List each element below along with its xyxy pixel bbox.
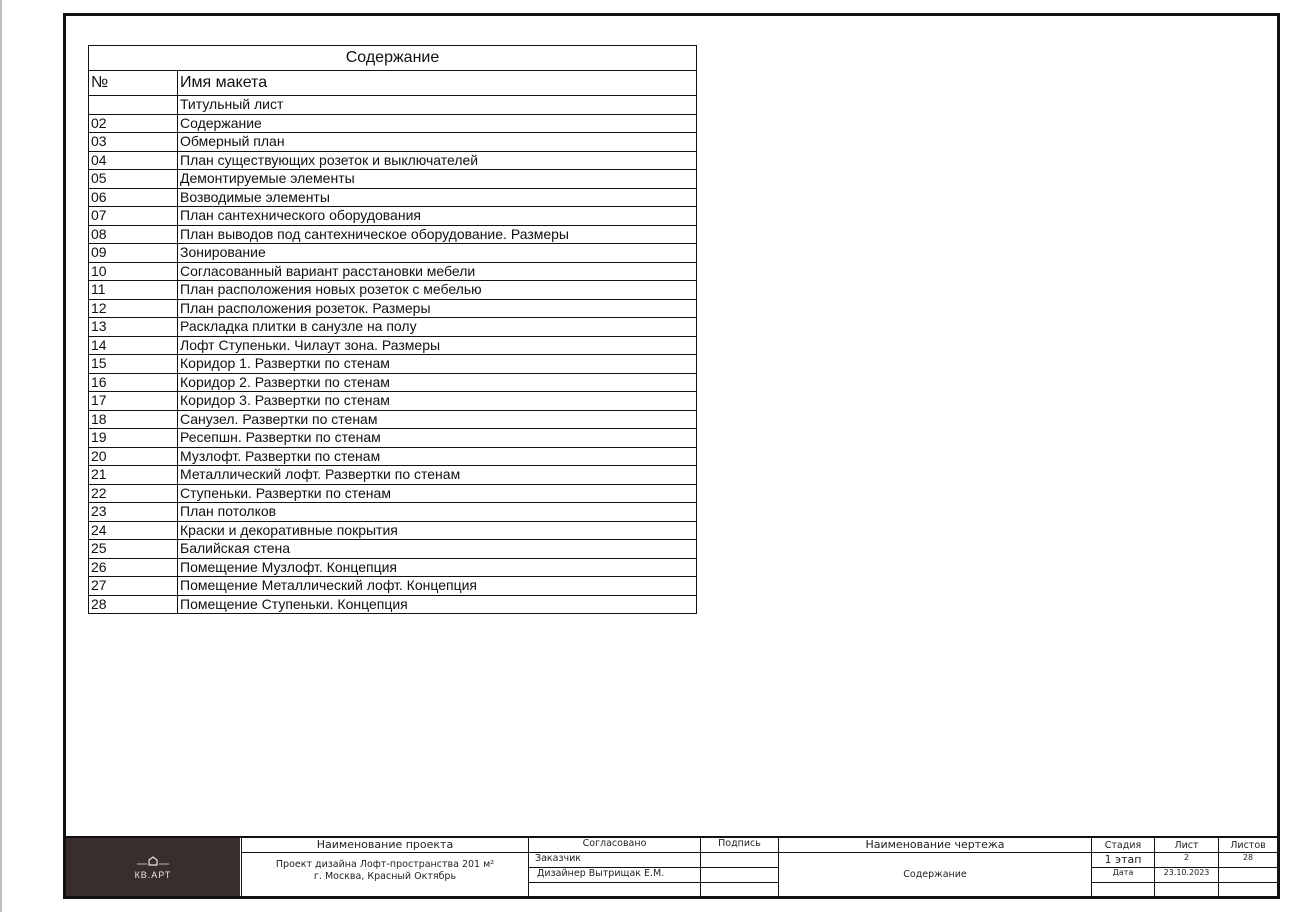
row-layout-name: Титульный лист — [178, 96, 697, 115]
empty-cell — [1218, 868, 1277, 882]
row-layout-name: План выводов под сантехническое оборудование. Размеры — [178, 225, 697, 244]
project-name — [241, 853, 528, 896]
row-number: 04 — [89, 151, 178, 170]
table-row — [89, 392, 697, 411]
row-number: 03 — [89, 133, 178, 152]
signature-area — [700, 853, 778, 896]
row-layout-name: Возводимые элементы — [178, 188, 697, 207]
row-number: 07 — [89, 207, 178, 226]
table-row — [89, 429, 697, 448]
row-number: 21 — [89, 466, 178, 485]
table-row — [89, 207, 697, 226]
row-number: 16 — [89, 373, 178, 392]
table-row — [89, 355, 697, 374]
row-number: 22 — [89, 484, 178, 503]
row-number: 11 — [89, 281, 178, 300]
row-number: 05 — [89, 170, 178, 189]
table-row — [89, 503, 697, 522]
table-row — [89, 299, 697, 318]
row-number: 06 — [89, 188, 178, 207]
empty-cell — [1091, 883, 1154, 896]
row-number: 25 — [89, 540, 178, 559]
page-edge-rule — [0, 0, 2, 912]
designer-name: Дизайнер Вытрищак Е.М. — [528, 868, 700, 882]
row-layout-name: Согласованный вариант расстановки мебели — [178, 262, 697, 281]
row-layout-name: Санузел. Развертки по стенам — [178, 410, 697, 429]
table-row — [89, 466, 697, 485]
table-row — [89, 484, 697, 503]
agreed-label: Согласовано — [528, 838, 700, 852]
row-layout-name: План сантехнического оборудования — [178, 207, 697, 226]
drawing-name-label: Наименование чертежа — [778, 838, 1091, 852]
row-layout-name: Помещение Металлический лофт. Концепция — [178, 577, 697, 596]
row-layout-name: План расположения новых розеток с мебелью — [178, 281, 697, 300]
row-layout-name: Лофт Ступеньки. Чилаут зона. Размеры — [178, 336, 697, 355]
project-title: Проект дизайна Лофт-пространства 201 м² — [275, 859, 495, 870]
table-row — [89, 151, 697, 170]
row-number: 28 — [89, 595, 178, 614]
row-layout-name: План существующих розеток и выключателей — [178, 151, 697, 170]
row-number: 24 — [89, 521, 178, 540]
row-number: 12 — [89, 299, 178, 318]
drawing-name: Содержание — [778, 853, 1091, 896]
row-layout-name: Раскладка плитки в санузле на полу — [178, 318, 697, 337]
customer-label: Заказчик — [528, 853, 700, 867]
sheet-label: Лист — [1154, 838, 1218, 852]
table-row — [89, 281, 697, 300]
sheets-label: Листов — [1218, 838, 1277, 852]
empty-cell — [1218, 883, 1277, 896]
project-name-label: Наименование проекта — [241, 838, 528, 852]
agreed-empty-row — [528, 883, 700, 896]
row-layout-name: Металлический лофт. Развертки по стенам — [178, 466, 697, 485]
table-row — [89, 595, 697, 614]
row-number: 26 — [89, 558, 178, 577]
row-layout-name: Помещение Ступеньки. Концепция — [178, 595, 697, 614]
row-layout-name: Содержание — [178, 114, 697, 133]
table-row — [89, 244, 697, 263]
row-layout-name: План потолков — [178, 503, 697, 522]
row-layout-name: Ресепшн. Развертки по стенам — [178, 429, 697, 448]
column-header-name: Имя макета — [178, 71, 697, 96]
row-number: 23 — [89, 503, 178, 522]
table-row — [89, 447, 697, 466]
title-block — [66, 836, 1277, 896]
table-row — [89, 410, 697, 429]
stage-label: Стадия — [1091, 838, 1154, 852]
table-row — [89, 133, 697, 152]
row-layout-name: Коридор 2. Развертки по стенам — [178, 373, 697, 392]
row-number: 27 — [89, 577, 178, 596]
row-number: 18 — [89, 410, 178, 429]
table-row — [89, 96, 697, 115]
row-layout-name: Музлофт. Развертки по стенам — [178, 447, 697, 466]
table-row — [89, 170, 697, 189]
row-layout-name: Обмерный план — [178, 133, 697, 152]
company-logo — [66, 838, 240, 896]
table-row — [89, 188, 697, 207]
row-number: 19 — [89, 429, 178, 448]
row-number: 10 — [89, 262, 178, 281]
table-row — [89, 336, 697, 355]
table-row — [89, 558, 697, 577]
row-number: 08 — [89, 225, 178, 244]
table-row — [89, 262, 697, 281]
table-row — [89, 225, 697, 244]
row-layout-name: План расположения розеток. Размеры — [178, 299, 697, 318]
project-address: г. Москва, Красный Октябрь — [313, 871, 457, 882]
column-header-number: № — [89, 71, 178, 96]
row-number: 15 — [89, 355, 178, 374]
table-row — [89, 577, 697, 596]
row-number: 20 — [89, 447, 178, 466]
row-layout-name: Коридор 1. Развертки по стенам — [178, 355, 697, 374]
contents-table — [88, 45, 697, 614]
row-number: 02 — [89, 114, 178, 133]
table-row — [89, 521, 697, 540]
date-value: 23.10.2023 — [1154, 868, 1218, 882]
table-row — [89, 373, 697, 392]
house-logo-icon — [133, 854, 173, 868]
empty-cell — [1154, 883, 1218, 896]
table-row — [89, 318, 697, 337]
sheet-number: 2 — [1154, 853, 1218, 867]
row-layout-name: Зонирование — [178, 244, 697, 263]
stage-value: 1 этап — [1091, 853, 1154, 867]
row-number — [89, 96, 178, 115]
contents-title: Содержание — [89, 46, 697, 71]
row-number: 13 — [89, 318, 178, 337]
table-row — [89, 114, 697, 133]
row-number: 17 — [89, 392, 178, 411]
row-layout-name: Помещение Музлофт. Концепция — [178, 558, 697, 577]
row-layout-name: Краски и декоративные покрытия — [178, 521, 697, 540]
sheets-total: 28 — [1218, 853, 1277, 867]
signature-label: Подпись — [700, 838, 778, 852]
row-layout-name: Балийская стена — [178, 540, 697, 559]
row-number: 09 — [89, 244, 178, 263]
table-row — [89, 540, 697, 559]
row-layout-name: Коридор 3. Развертки по стенам — [178, 392, 697, 411]
row-layout-name: Демонтируемые элементы — [178, 170, 697, 189]
logo-text: КВ.АРТ — [134, 870, 172, 880]
row-layout-name: Ступеньки. Развертки по стенам — [178, 484, 697, 503]
date-label: Дата — [1091, 868, 1154, 882]
row-number: 14 — [89, 336, 178, 355]
